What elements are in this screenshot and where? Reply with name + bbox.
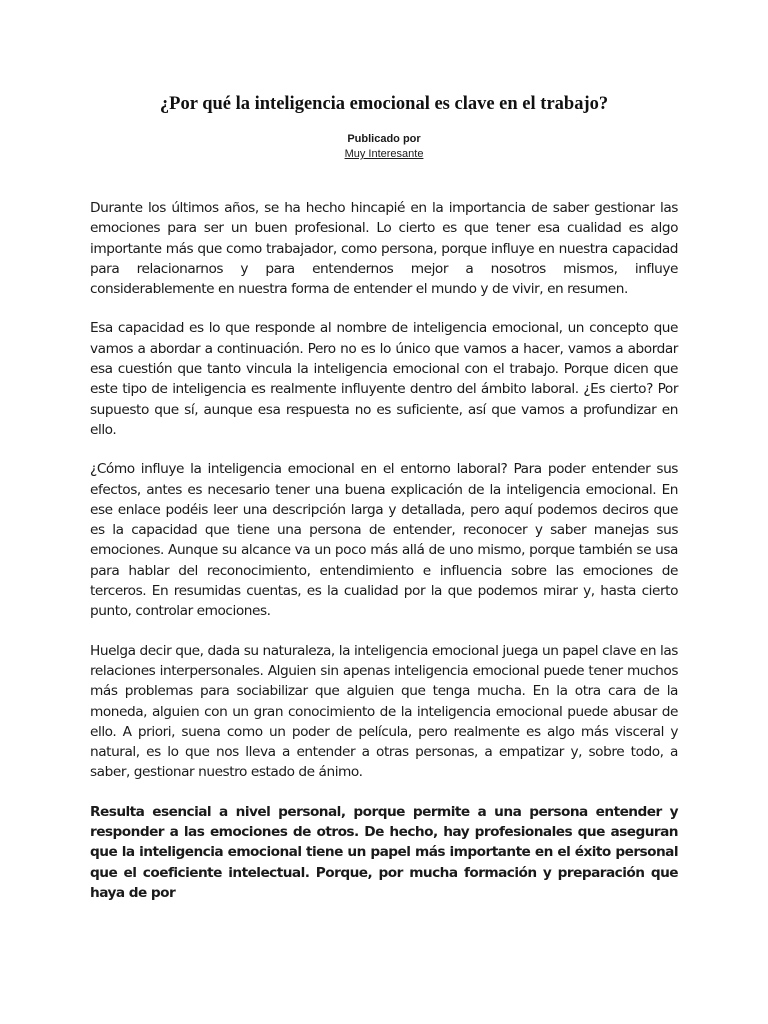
paragraph-5-bold: Resulta esencial a nivel personal, porque permite a una persona entender y responder a las emociones de otros. De hecho, hay profesionales que aseguran que la inteligencia emocional tiene un papel más importante en el éxito personal que el coeficiente intelectual. Porque, por mucha formación y preparación que haya de por xyxy=(90,803,678,901)
paragraph-4: Huelga decir que, dada su naturaleza, la inteligencia emocional juega un papel clave en las relaciones interpersonales. Alguien sin apenas inteligencia emocional puede tener muchos más problemas para sociabilizar que alguien que tenga mucha. En la otra cara de la moneda, alguien con un gran conocimiento de la inteligencia emocional puede abusar de ello. A priori, suena como un poder de película, pero realmente es algo más visceral y natural, es lo que nos lleva a entender a otras personas, a empatizar y, sobre todo, a saber, gestionar nuestro estado de ánimo. xyxy=(90,642,678,781)
byline-label: Publicado por xyxy=(347,133,421,145)
article-body xyxy=(90,198,678,922)
page-title: ¿Por qué la inteligencia emocional es clave en el trabajo? xyxy=(159,94,609,114)
byline xyxy=(40,132,728,162)
paragraph-3: ¿Cómo influye la inteligencia emocional en el entorno laboral? Para poder entender sus efectos, antes es necesario tener una buena explicación de la inteligencia emocional. En ese enlace podéis leer una descripción larga y detallada, pero aquí podemos deciros que es la capacidad que tiene una persona de entender, reconocer y saber manejas sus emociones. Aunque su alcance va un poco más allá de uno mismo, porque también se usa para hablar del reconocimiento, entendimiento e influencia sobre las emociones de terceros. En resumidas cuentas, es la cualidad por la que podemos mirar y, hasta cierto punto, controlar emociones. xyxy=(90,461,678,620)
paragraph-1: Durante los últimos años, se ha hecho hincapié en la importancia de saber gestionar las emociones para ser un buen profesional. Lo cierto es que tener esa cualidad es algo importante más que como trabajador, como persona, porque influye en nuestra capacidad para relacionarnos y para entendernos mejor a nosotros mismos, influye considerablemente en nuestra forma de entender el mundo y de vivir, en resumen. xyxy=(90,200,678,298)
author-link[interactable]: Muy Interesante xyxy=(344,148,424,160)
paragraph-2: Esa capacidad es lo que responde al nombre de inteligencia emocional, un concepto que vamos a abordar a continuación. Pero no es lo único que vamos a hacer, vamos a abordar esa cuestión que tanto vincula la inteligencia emocional con el trabajo. Porque dicen que este tipo de inteligencia es realmente influyente dentro del ámbito laboral. ¿Es cierto? Por supuesto que sí, aunque esa respuesta no es suficiente, así que vamos a profundizar en ello. xyxy=(90,320,678,438)
